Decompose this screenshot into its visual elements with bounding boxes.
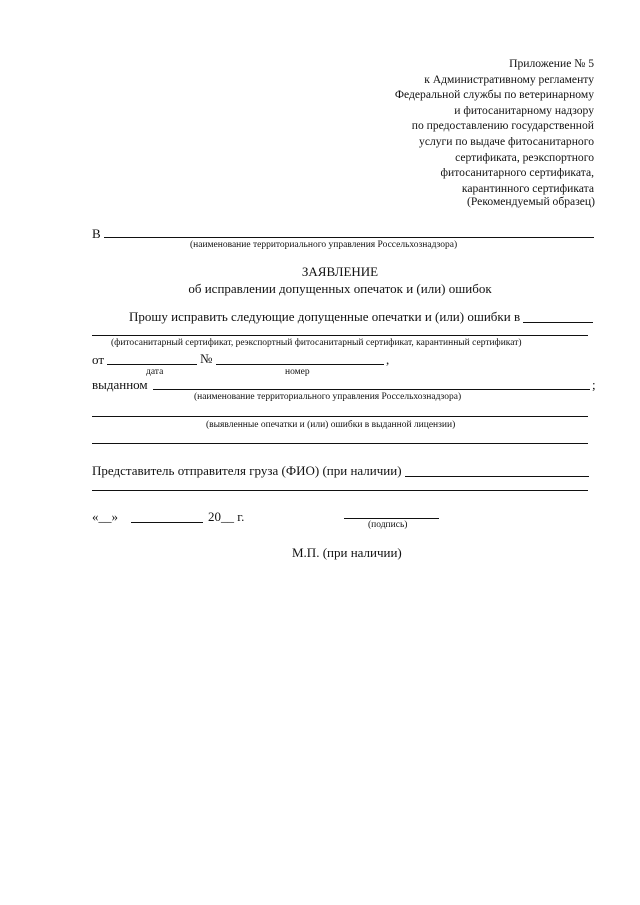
appendix-line: по предоставлению государственной [411,119,594,133]
signature-caption: (подпись) [368,520,408,530]
errors-field-line-2[interactable] [92,443,588,444]
stamp-note: М.П. (при наличии) [292,545,402,560]
representative-field-line-2[interactable] [92,490,588,491]
addressee-prefix: В [92,226,101,241]
appendix-line: Федеральной службы по ветеринарному [394,88,594,102]
appendix-line: к Административному регламенту [424,72,594,86]
issuer-caption: (наименование территориального управления Россельхознадзора) [194,392,462,402]
issued-label: выданном [92,377,148,392]
errors-field-line-1[interactable] [92,416,588,417]
date-field-line[interactable] [107,364,197,365]
addressee-field-line[interactable] [104,237,594,238]
number-caption: номер [285,367,310,377]
errors-caption: (выявленные опечатки и (или) ошибки в выданной лицензии) [206,420,456,430]
number-field-line[interactable] [216,364,384,365]
appendix-line: и фитосанитарному надзору [454,103,594,117]
appendix-line: карантинного сертификата [461,181,594,195]
sample-note: (Рекомендуемый образец) [467,195,595,208]
from-label: от [92,352,105,367]
representative-field-line[interactable] [405,476,589,477]
issuer-field-line[interactable] [153,389,590,390]
date-day-quote: «__» [92,509,118,524]
signature-field-line[interactable] [344,518,439,519]
appendix-line: фитосанитарного сертификата, [440,166,594,180]
request-text: Прошу исправить следующие допущенные опечатки и (или) ошибки в [129,309,521,324]
addressee-caption: (наименование территориального управления Россельхознадзора) [190,240,458,250]
appendix-header [395,56,594,196]
representative-label: Представитель отправителя груза (ФИО) (при наличии) [92,463,402,478]
document-subtitle: об исправлении допущенных опечаток и (или) ошибок [188,281,492,296]
semicolon: ; [592,377,596,392]
document-title: ЗАЯВЛЕНИЕ [301,264,379,279]
appendix-line: сертификата, реэкспортного [455,150,594,164]
comma: , [386,352,390,367]
date-year: 20__ г. [208,509,245,524]
appendix-line: Приложение № 5 [509,57,594,70]
date-month-field-line[interactable] [131,522,203,523]
date-caption: дата [146,367,164,377]
certificate-field-line[interactable] [92,335,588,336]
appendix-line: услуги по выдаче фитосанитарного [419,134,594,148]
certificate-caption: (фитосанитарный сертификат, реэкспортный фитосанитарный сертификат, карантинный сертификат) [111,338,522,348]
request-doc-field-line[interactable] [523,322,593,323]
number-sign: № [200,351,213,366]
